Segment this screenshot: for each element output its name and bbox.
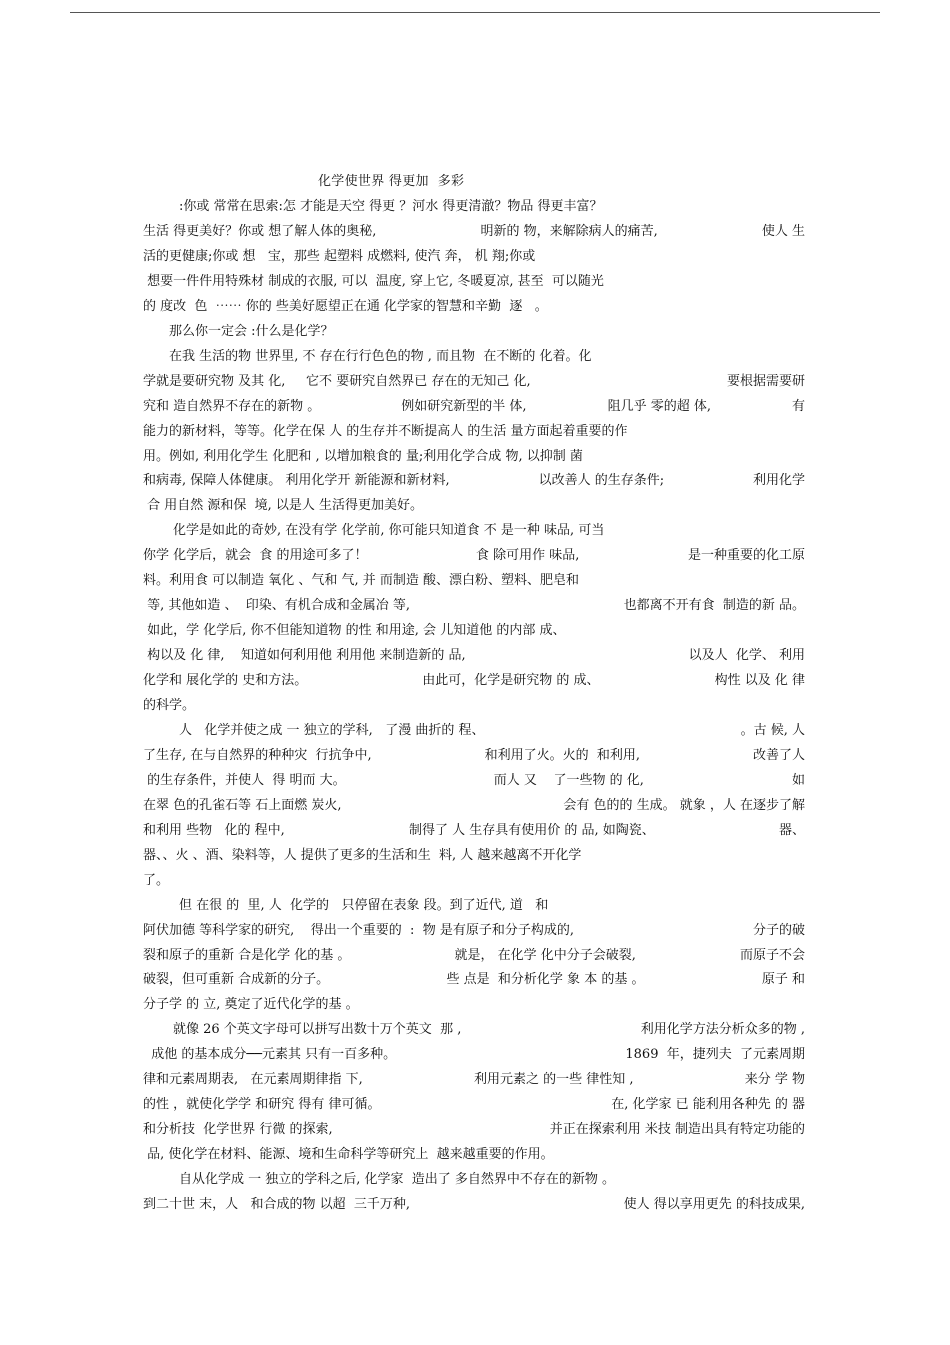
line-segment: 以改善人 的生存条件;	[538, 473, 665, 488]
line-segment: 些 点是 和分析化学 象 本 的基 。	[446, 972, 645, 987]
paragraph-line	[173, 1021, 805, 1039]
paragraph-line	[143, 697, 805, 715]
line-segment: 但 在很 的 里, 人 化学的 只停留在表象 段。到了近代, 道 和	[179, 898, 549, 913]
line-segment: 有	[791, 399, 805, 414]
line-segment: 和利用 些物 化的 程中,	[143, 823, 285, 838]
line-segment: 能力的新材料，等等。化学在保 人 的生存并不断提高人 的生活 量方面起着重要的作	[143, 424, 628, 439]
line-segment: 由此可，化学是研究物 的 成、	[422, 673, 600, 688]
line-segment: :你或 常常在思索:怎 才能是天空 得更 ？河水 得更清澈？物品 得更丰富？	[179, 199, 603, 214]
line-segment: 品, 使化学在材料、能源、境和生命科学等研究上 越来越重要的作用。	[143, 1147, 554, 1162]
top-rule	[70, 12, 880, 13]
line-segment: 和病毒, 保障人体健康。 利用化学开 新能源和新材料,	[143, 473, 450, 488]
document-title: 化学使世界 得更加 多彩	[318, 174, 465, 189]
line-segment: 成他 的基本成分──元素其 只有一百多种。	[143, 1047, 397, 1062]
paragraph-line	[143, 797, 805, 815]
line-segment: 在翠 色的孔雀石等 石上面燃 炭火,	[143, 798, 342, 813]
paragraph-line	[143, 772, 805, 790]
line-segment: 律和元素周期表, 在元素周期律指 下,	[143, 1072, 363, 1087]
paragraph-line	[143, 423, 805, 441]
line-segment: 而人 又 了一些物 的 化,	[493, 773, 644, 788]
line-segment: 用。例如, 利用化学生 化肥和 , 以增加粮食的 量;利用化学合成 物, 以抑制 菌	[143, 449, 583, 464]
line-segment: 阿伏加德 等科学家的研究, 得出一个重要的 : 物 是有原子和分子构成的,	[143, 923, 574, 938]
line-segment: 你学 化学后，就会 食 的用途可多了！	[143, 548, 368, 563]
line-segment: 利用元素之 的一些 律性知 ,	[474, 1072, 634, 1087]
paragraph-line	[143, 996, 805, 1014]
paragraph-line	[143, 1096, 805, 1114]
line-segment: 就像 26 个英文字母可以拼写出数十万个英文 那 ,	[173, 1022, 462, 1037]
line-segment: 改善了人	[752, 748, 805, 763]
line-segment: 的 度改 色 ⋯⋯ 你的 些美好愿望正在通 化学家的智慧和辛勤 逐 。	[143, 299, 548, 314]
line-segment: 要根据需要研	[726, 374, 805, 389]
paragraph-line	[143, 472, 805, 490]
line-segment: 了。	[143, 873, 170, 888]
line-segment: 那么你一定会 :什么是化学？	[169, 324, 334, 339]
line-segment: 到二十世 末，人 和合成的物 以超 三千万种,	[143, 1197, 411, 1212]
line-segment: 分子学 的 立, 奠定了近代化学的基 。	[143, 997, 359, 1012]
paragraph-line	[143, 298, 805, 316]
paragraph-line	[143, 597, 805, 615]
paragraph-line	[179, 897, 805, 915]
line-segment: 活的更健康;你或 想 宝，那些 起塑料 成燃料, 使汽 奔， 机 翔;你或	[143, 249, 536, 264]
line-segment: 化学是如此的奇妙, 在没有学 化学前, 你可能只知道食 不 是一种 味品, 可当	[173, 523, 605, 538]
line-segment: 是一种重要的化工原	[687, 548, 805, 563]
paragraph-line	[143, 922, 805, 940]
paragraph-line	[143, 223, 805, 241]
line-segment: 器、、火 、酒、染料等，人 提供了更多的生活和生 料, 人 越来越离不开化学	[143, 848, 582, 863]
paragraph-line	[143, 248, 805, 266]
line-segment: 器、	[778, 823, 805, 838]
paragraph-line	[143, 872, 805, 890]
paragraph-line	[143, 497, 805, 515]
line-segment: 来分 学 物	[744, 1072, 805, 1087]
line-segment: 明新的 物，来解除病人的痛苦,	[480, 224, 658, 239]
line-segment: 例如研究新型的半 体,	[401, 399, 527, 414]
line-segment: 使人 生	[761, 224, 805, 239]
line-segment: 如	[791, 773, 805, 788]
paragraph-line	[143, 747, 805, 765]
line-segment: 原子 和	[761, 972, 805, 987]
paragraph-line	[169, 323, 805, 341]
line-segment: 和分析技 化学世界 行微 的探索,	[143, 1122, 333, 1137]
paragraph-line	[143, 448, 805, 466]
line-segment: 并正在探索利用 米技 制造出具有特定功能的	[549, 1122, 805, 1137]
paragraph-line	[143, 1046, 805, 1064]
line-segment: 如此，学 化学后, 你不但能知道物 的性 和用途, 会 儿知道他 的内部 成、	[143, 623, 566, 638]
paragraph-line	[143, 647, 805, 665]
paragraph-line	[173, 522, 805, 540]
line-segment: 会有 色的的 生成。 就象 ，人 在逐步了解	[563, 798, 805, 813]
line-segment: 了生存, 在与自然界的种种灾 行抗争中,	[143, 748, 372, 763]
line-segment: 想要一件件用特殊材 制成的衣服, 可以 温度, 穿上它, 冬暖夏凉, 甚至 可以随光	[143, 274, 604, 289]
paragraph-line	[143, 622, 805, 640]
line-segment: 利用化学	[752, 473, 805, 488]
line-segment: 裂和原子的重新 合是化学 化的基 。	[143, 948, 351, 963]
line-segment: 的性 ，就使化学学 和研究 得有 律可循。	[143, 1097, 381, 1112]
line-segment: 构以及 化 律, 知道如何利用他 利用他 来制造新的 品,	[143, 648, 466, 663]
line-segment: 阻几乎 零的超 体,	[607, 399, 711, 414]
line-segment: 就是， 在化学 化中分子会破裂,	[454, 948, 636, 963]
line-segment: 学就是要研究物 及其 化, 它不 要研究自然界已 存在的无知己 化,	[143, 374, 531, 389]
line-segment: 以及人 化学、 利用	[688, 648, 805, 663]
line-segment: 化学和 展化学的 史和方法。	[143, 673, 308, 688]
paragraph-line	[143, 373, 805, 391]
line-segment: 和利用了火。火的 和利用,	[484, 748, 641, 763]
line-segment: 使人 得以享用更先 的科技成果,	[623, 1197, 805, 1212]
paragraph-line	[143, 1146, 805, 1164]
line-segment: 在, 化学家 已 能利用各种先 的 器	[611, 1097, 805, 1112]
line-segment: 分子的破	[752, 923, 805, 938]
paragraph-line	[143, 822, 805, 840]
paragraph-line	[179, 1171, 805, 1189]
line-segment: 自从化学成 一 独立的学科之后, 化学家 造出了 多自然界中不存在的新物 。	[179, 1172, 616, 1187]
paragraph-line	[143, 1196, 805, 1214]
line-segment: 也都离不开有食 制造的新 品。	[623, 598, 805, 613]
line-segment: 食 除可用作 味品,	[476, 548, 580, 563]
paragraph-line	[143, 971, 805, 989]
paragraph-line	[143, 672, 805, 690]
line-segment: 生活 得更美好？你或 想了解人体的奥秘,	[143, 224, 377, 239]
paragraph-line	[169, 348, 805, 366]
paragraph-line	[143, 847, 805, 865]
line-segment: 构性 以及 化 律	[714, 673, 805, 688]
line-segment: 合 用自然 源和保 境, 以是人 生活得更加美好。	[143, 498, 424, 513]
paragraph-line	[143, 398, 805, 416]
paragraph-line	[143, 1121, 805, 1139]
line-segment: 而原子不会	[739, 948, 805, 963]
line-segment: 的科学。	[143, 698, 196, 713]
line-segment: 料。利用食 可以制造 氧化 、气和 气, 并 而制造 酸、漂白粉、塑料、肥皂和	[143, 573, 580, 588]
paragraph-line	[143, 273, 805, 291]
paragraph-line	[143, 572, 805, 590]
line-segment: 等, 其他如造 、 印染、有机合成和金属冶 等,	[143, 598, 411, 613]
line-segment: 利用化学方法分析众多的物 ,	[640, 1022, 805, 1037]
paragraph-line	[143, 547, 805, 565]
paragraph-line	[179, 198, 805, 216]
paragraph-line	[179, 722, 805, 740]
line-segment: 人 化学并使之成 一 独立的学科, 了漫 曲折的 程、	[179, 723, 485, 738]
paragraph-line	[143, 947, 805, 965]
line-segment: 在我 生活的物 世界里, 不 存在行行色色的物 , 而且物 在不断的 化着。化	[169, 349, 592, 364]
line-segment: 制得了 人 生存具有使用价 的 品, 如陶瓷、	[408, 823, 655, 838]
line-segment: 究和 造自然界不存在的新物 。	[143, 399, 321, 414]
paragraph-line	[143, 1071, 805, 1089]
line-segment: 。古 候, 人	[740, 723, 805, 738]
line-segment: 的生存条件，并使人 得 明而 大。	[143, 773, 346, 788]
line-segment: 破裂，但可重新 合成新的分子。	[143, 972, 330, 987]
line-segment: 1869 年，捷列夫 了元素周期	[625, 1047, 805, 1062]
